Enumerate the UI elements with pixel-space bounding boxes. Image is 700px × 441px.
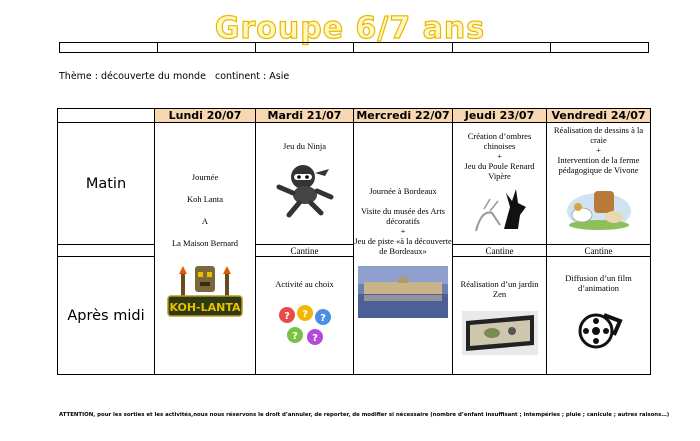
vendredi-morning-cell <box>547 123 651 245</box>
koh-lanta-logo-icon <box>165 264 245 326</box>
blank-cell <box>550 43 648 53</box>
day-header-mardi: Mardi 21/07 <box>256 109 354 123</box>
header-blank <box>58 109 155 123</box>
farm-animals-icon <box>564 181 634 231</box>
day-header-mercredi: Mercredi 22/07 <box>354 109 453 123</box>
shadow-puppet-icon <box>470 185 530 235</box>
day-header-lundi: Lundi 20/07 <box>155 109 256 123</box>
svg-text:?: ? <box>311 333 318 344</box>
lundi-line-3: A <box>201 215 209 226</box>
blank-cell <box>158 43 256 53</box>
cantine-jeudi: Cantine <box>453 245 547 257</box>
row-label-afternoon: Après midi <box>58 257 155 375</box>
row-label-morning: Matin <box>58 123 155 245</box>
lundi-cell <box>155 123 256 375</box>
blank-cell <box>60 43 158 53</box>
mercredi-line-3: + <box>400 225 406 236</box>
jeudi-afternoon-text: Réalisation d’un jardin Zen <box>460 279 539 299</box>
day-header-jeudi: Jeudi 23/07 <box>453 109 547 123</box>
header-row <box>58 109 651 123</box>
lundi-line-1: Journée <box>191 171 219 182</box>
mercredi-line-4: Jeu de piste «à la découverte de Bordeaux» <box>354 235 452 256</box>
mercredi-cell <box>354 123 453 375</box>
cantine-mardi: Cantine <box>256 245 354 257</box>
lundi-line-2: Koh Lanta <box>186 193 224 204</box>
vendredi-morning-line-2: + <box>596 145 601 155</box>
jeudi-morning-cell <box>453 123 547 245</box>
mercredi-line-1: Journée à Bordeaux <box>369 185 437 196</box>
vendredi-morning-line-3: Intervention de la ferme pédagogique de Vivone <box>557 155 640 175</box>
svg-text:?: ? <box>319 313 326 324</box>
jeudi-morning-line-3: Jeu du Poule Renard Vipère <box>464 161 535 181</box>
mardi-morning-cell <box>256 123 354 245</box>
schedule-table <box>57 108 651 375</box>
jeudi-afternoon-cell <box>453 257 547 375</box>
jeudi-morning-line-2: + <box>497 151 502 161</box>
blank-cell <box>354 43 452 53</box>
vendredi-afternoon-cell <box>547 257 651 375</box>
lundi-line-4: La Maison Bernard <box>171 237 239 248</box>
vendredi-morning-line-1: Réalisation de dessins à la craie <box>553 125 644 145</box>
footer-note: ATTENTION, pour les sorties et les activités,nous nous réservons le droit d’annuler, de reporter, de modifier si nécessaire (nombre d’enfant insuffisant ; intempéries ; pluie ; canicule ; autres raisons…) <box>59 412 670 418</box>
mardi-afternoon-cell <box>256 257 354 375</box>
cantine-row-label <box>58 245 155 257</box>
jeudi-morning-line-1: Création d’ombres chinoises <box>467 131 532 151</box>
mardi-morning-text: Jeu du Ninja <box>283 141 326 151</box>
svg-text:?: ? <box>301 309 308 320</box>
ninja-icon <box>275 163 335 218</box>
blank-cell <box>256 43 354 53</box>
zen-garden-icon <box>462 311 538 355</box>
bordeaux-photo-icon <box>358 266 448 318</box>
svg-text:?: ? <box>291 331 298 342</box>
morning-row <box>58 123 651 245</box>
top-blank-row <box>59 42 649 53</box>
svg-text:?: ? <box>283 311 290 322</box>
mardi-afternoon-text: Activité au choix <box>275 279 334 289</box>
theme-line: Thème : découverte du monde continent : Asie <box>59 71 290 82</box>
cantine-vendredi: Cantine <box>547 245 651 257</box>
vendredi-afternoon-text: Diffusion d’un film d’animation <box>565 273 632 293</box>
film-reel-icon <box>574 309 624 353</box>
koh-lanta-logo-text: KOH-LANTA <box>169 300 241 314</box>
blank-cell <box>452 43 550 53</box>
mercredi-line-2: Visite du musée des Arts décoratifs <box>360 205 445 226</box>
day-header-vendredi: Vendredi 24/07 <box>547 109 651 123</box>
page-title: Groupe 6/7 ans <box>214 11 486 46</box>
question-marks-icon <box>277 303 333 349</box>
